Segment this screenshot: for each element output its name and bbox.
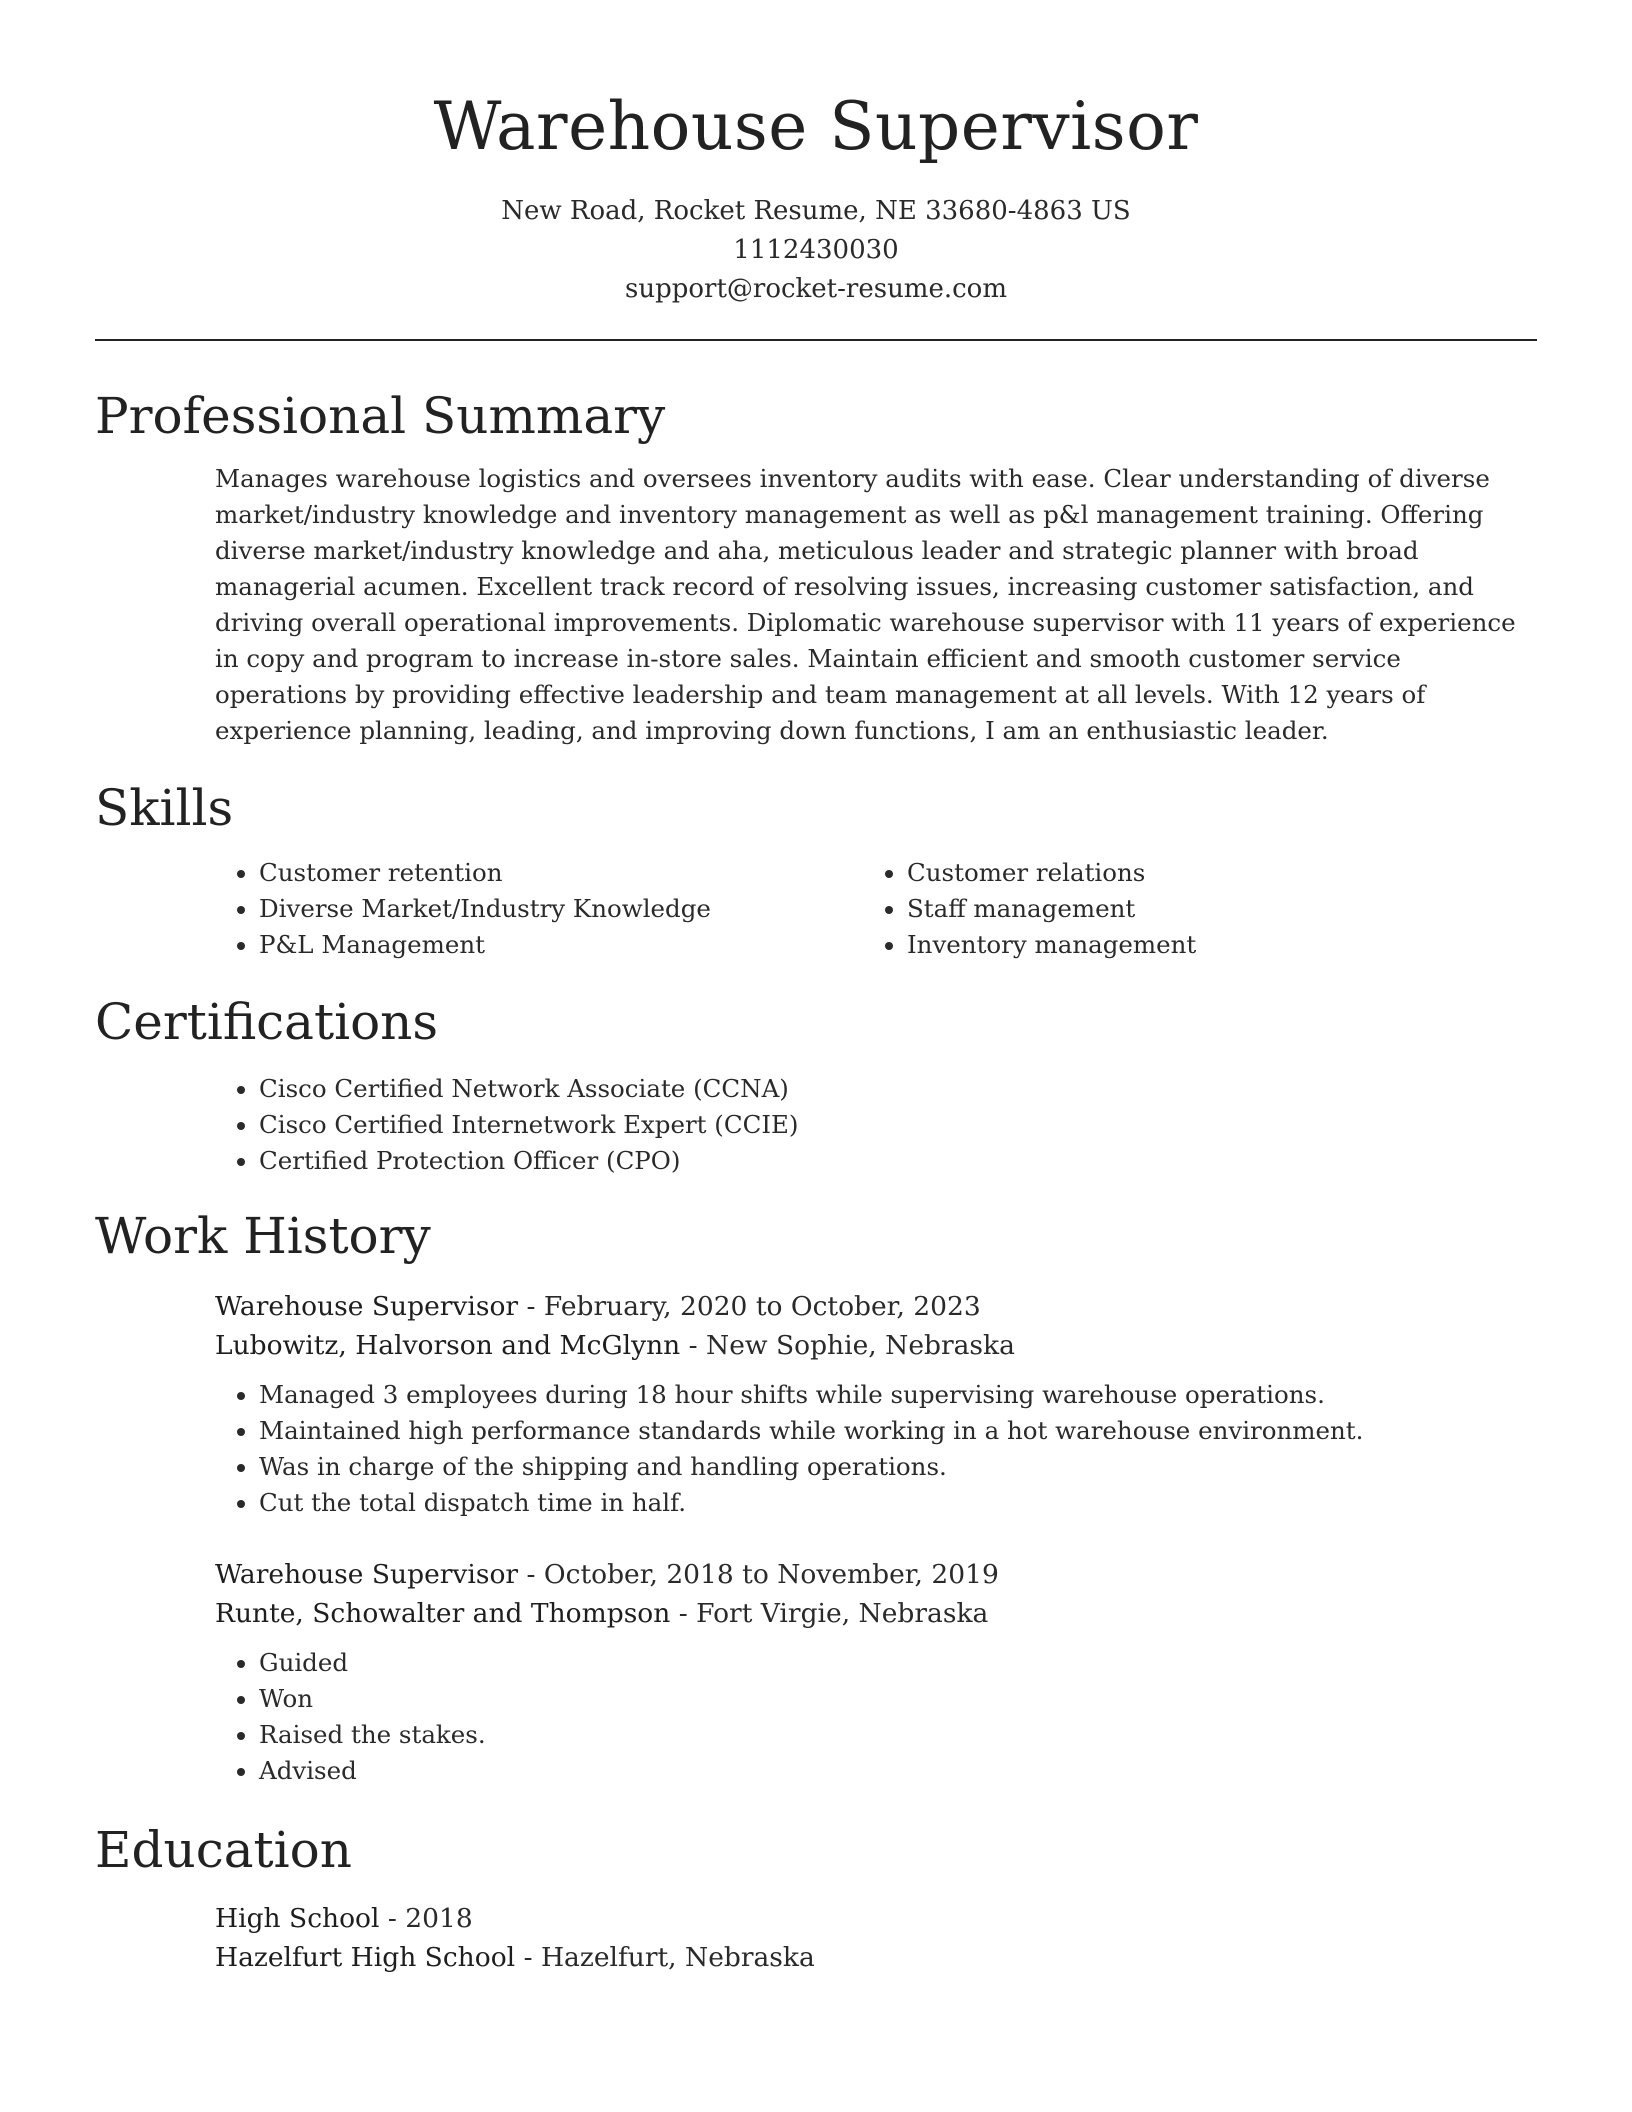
education-year: - 2018 — [379, 1903, 473, 1934]
job-duties — [95, 1645, 1537, 1789]
job-duties — [95, 1377, 1537, 1521]
job-role: Warehouse Supervisor — [215, 1559, 519, 1590]
job-company-line — [215, 1594, 1537, 1633]
skills-heading: Skills — [95, 779, 234, 837]
job-duty: • Cut the total dispatch time in half. — [259, 1485, 1537, 1521]
job-location: - New Sophie, Nebraska — [680, 1330, 1015, 1361]
education-heading: Education — [95, 1821, 352, 1879]
summary-section — [95, 383, 1537, 749]
job-company: Runte, Schowalter and Thompson — [215, 1598, 671, 1629]
skills-column-left — [215, 855, 863, 963]
skill-item: • Diverse Market/Industry Knowledge — [259, 891, 863, 927]
skills-column-right — [863, 855, 1511, 963]
certifications-section — [95, 989, 1537, 1179]
skill-item: • Staff management — [907, 891, 1511, 927]
job-entry — [215, 1287, 1537, 1521]
job-dates: - October, 2018 to November, 2019 — [518, 1559, 999, 1590]
skill-item: • P&L Management — [259, 927, 863, 963]
education-section — [95, 1817, 1537, 1977]
job-duty: • Won — [259, 1681, 1537, 1717]
job-company: Lubowitz, Halvorson and McGlynn — [215, 1330, 681, 1361]
skills-list — [215, 855, 1537, 963]
job-title-line — [215, 1287, 1537, 1326]
education-location: - Hazelfurt, Nebraska — [515, 1942, 815, 1973]
education-school: Hazelfurt High School — [215, 1942, 516, 1973]
resume-header — [95, 0, 1537, 309]
job-role: Warehouse Supervisor — [215, 1291, 519, 1322]
job-location: - Fort Virgie, Nebraska — [670, 1598, 989, 1629]
job-duty: • Advised — [259, 1753, 1537, 1789]
contact-phone: 1112430030 — [733, 235, 899, 265]
skills-section — [95, 775, 1537, 963]
job-duty: • Managed 3 employees during 18 hour shifts while supervising warehouse operations. — [259, 1377, 1537, 1413]
skill-item: • Inventory management — [907, 927, 1511, 963]
skill-item: • Customer retention — [259, 855, 863, 891]
skill-item: • Customer relations — [907, 855, 1511, 891]
certification-item: • Cisco Certified Network Associate (CCNA) — [259, 1071, 1537, 1107]
job-duty: • Guided — [259, 1645, 1537, 1681]
job-duty: • Maintained high performance standards while working in a hot warehouse environment. — [259, 1413, 1537, 1449]
certification-item: • Certified Protection Officer (CPO) — [259, 1143, 1537, 1179]
certifications-list — [215, 1071, 1537, 1179]
summary-text: Manages warehouse logistics and oversees inventory audits with ease. Clear understanding of diverse market/industry knowledge and inventory management as well as p&l management training. Offering diverse market/industry knowledge and aha, meticulous leader and strategic planner with broad managerial acumen. Excellent track record of resolving issues, increasing customer satisfaction, and driving overall operational improvements. Diplomatic warehouse supervisor with 11 years of experience in copy and program to increase in-store sales. Maintain efficient and smooth customer service operations by providing effective leadership and team management at all levels. With 12 years of experience planning, leading, and improving down functions, I am an enthusiastic leader. — [215, 464, 1516, 745]
summary-heading: Professional Summary — [95, 387, 666, 445]
job-entry — [215, 1555, 1537, 1789]
header-divider — [95, 339, 1537, 341]
certifications-heading: Certifications — [95, 993, 439, 1051]
work-history-section — [95, 1203, 1537, 1789]
education-degree: High School — [215, 1903, 380, 1934]
contact-info — [95, 192, 1537, 309]
job-duty: • Raised the stakes. — [259, 1717, 1537, 1753]
certification-item: • Cisco Certified Internetwork Expert (CCIE) — [259, 1107, 1537, 1143]
education-entry — [215, 1899, 1537, 1977]
job-company-line — [215, 1326, 1537, 1365]
candidate-name: Warehouse Supervisor — [433, 88, 1199, 165]
job-duty: • Was in charge of the shipping and handling operations. — [259, 1449, 1537, 1485]
education-degree-line — [215, 1899, 1537, 1938]
contact-address: New Road, Rocket Resume, NE 33680-4863 US — [501, 196, 1131, 226]
job-title-line — [215, 1555, 1537, 1594]
education-school-line — [215, 1938, 1537, 1977]
contact-email: support@rocket-resume.com — [624, 274, 1007, 304]
job-dates: - February, 2020 to October, 2023 — [518, 1291, 981, 1322]
work-history-heading: Work History — [95, 1207, 431, 1265]
